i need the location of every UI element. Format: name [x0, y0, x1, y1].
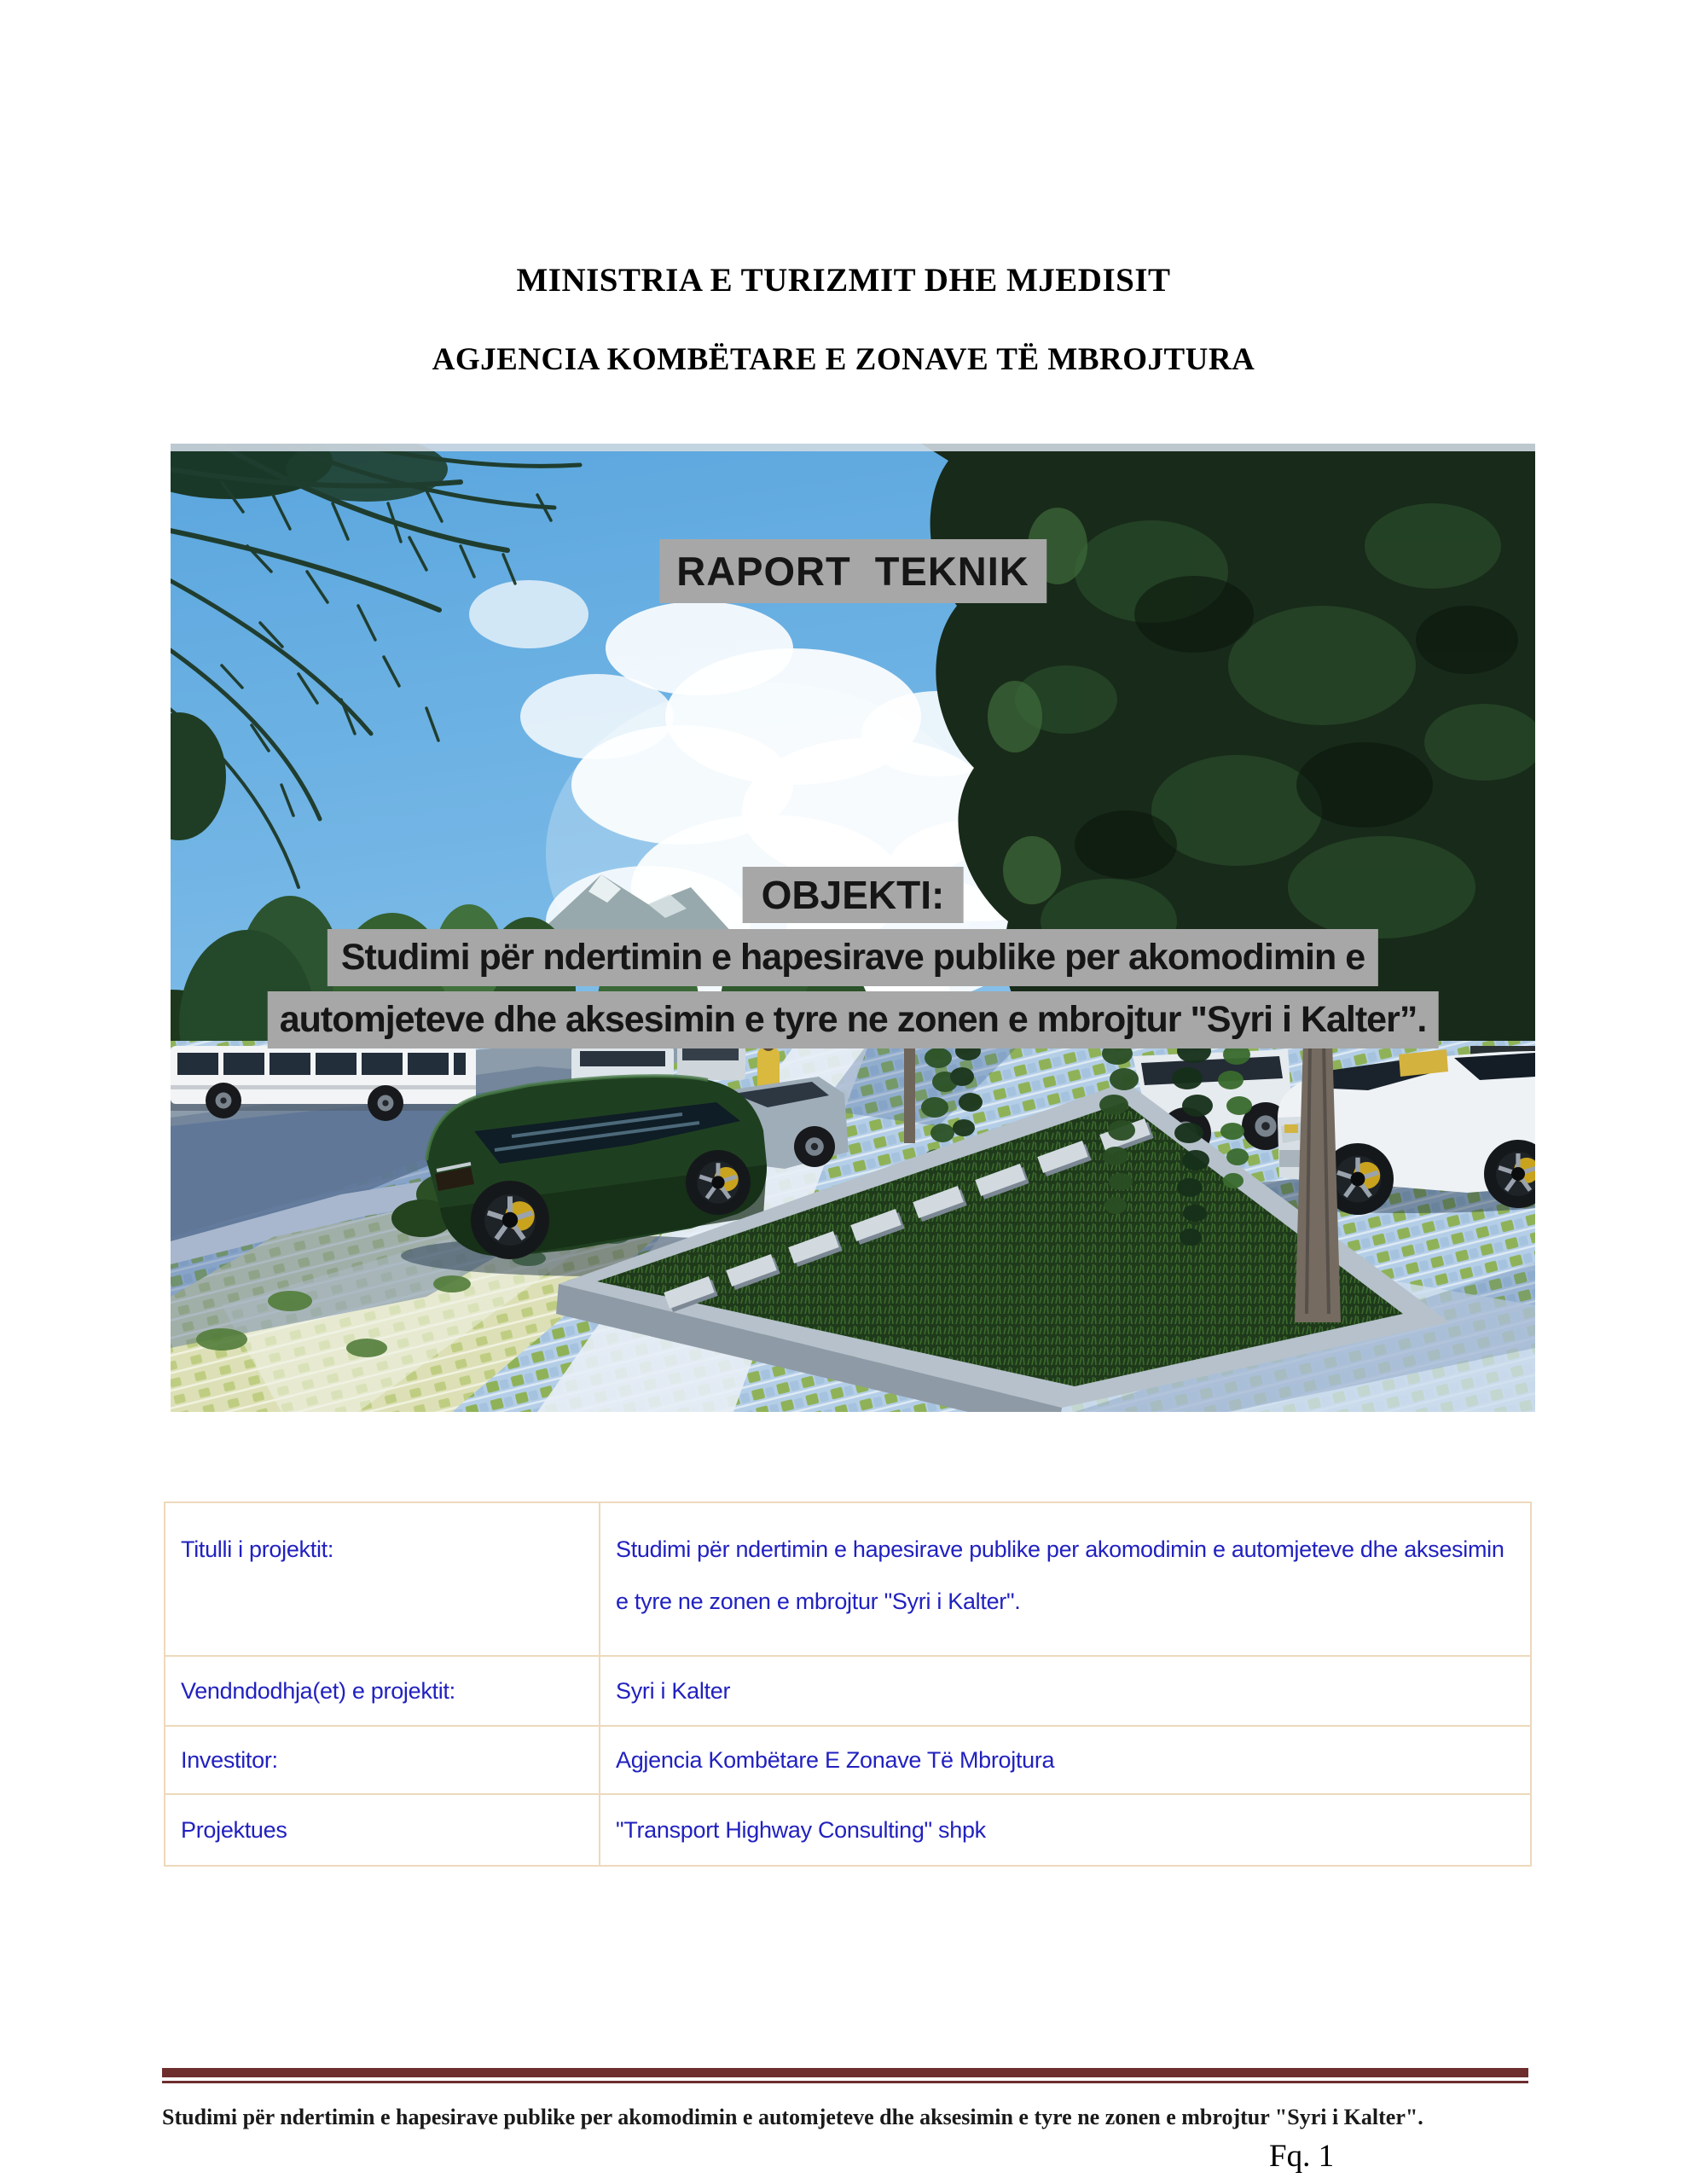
table-row-title — [165, 1502, 1531, 1656]
overlay-raport-teknik: RAPORT TEKNIK — [659, 539, 1046, 603]
page-number: Fq. 1 — [1269, 2139, 1335, 2174]
overlay-study-title-line2: automjeteve dhe aksesimin e tyre ne zonen e mbrojtur "Syri i Kalter”. — [268, 991, 1439, 1048]
footer-divider-thick-bar — [162, 2068, 1528, 2077]
table-row-designer — [165, 1794, 1531, 1866]
footer-divider — [162, 2068, 1528, 2083]
table-row-location — [165, 1656, 1531, 1726]
row-value: Agjencia Kombëtare E Zonave Të Mbrojtura — [600, 1726, 1531, 1794]
row-value: Studimi për ndertimin e hapesirave publike per akomodimin e automjeteve dhe aksesimin e tyre ne zonen e mbrojtur "Syri i Kalter". — [600, 1502, 1531, 1656]
row-value: "Transport Highway Consulting" shpk — [600, 1794, 1531, 1866]
row-label: Investitor: — [165, 1726, 600, 1794]
footer-divider-thin-bar — [162, 2081, 1528, 2083]
overlay-objekti-label: OBJEKTI: — [743, 867, 964, 923]
ministry-title: MINISTRIA E TURIZMIT DHE MJEDISIT — [516, 262, 1171, 299]
agency-title: AGJENCIA KOMBËTARE E ZONAVE TË MBROJTURA — [432, 342, 1255, 377]
footer-study-title: Studimi për ndertimin e hapesirave publike per akomodimin e automjeteve dhe aksesimin e tyre ne zonen e mbrojtur "Syri i Kalter". — [162, 2105, 1423, 2129]
table-row-investor — [165, 1726, 1531, 1794]
parking-render-image — [171, 444, 1535, 1412]
slim-tree-trunk — [904, 1041, 915, 1143]
photo-top-edge — [171, 444, 1535, 451]
row-label: Vendndodhja(et) e projektit: — [165, 1656, 600, 1726]
row-label: Projektues — [165, 1794, 600, 1866]
project-info-table — [164, 1502, 1532, 1867]
overlay-study-title-line1: Studimi për ndertimin e hapesirave publike per akomodimin e — [328, 929, 1378, 986]
row-label: Titulli i projektit: — [165, 1502, 600, 1656]
bus — [171, 1046, 479, 1121]
row-value: Syri i Kalter — [600, 1656, 1531, 1726]
